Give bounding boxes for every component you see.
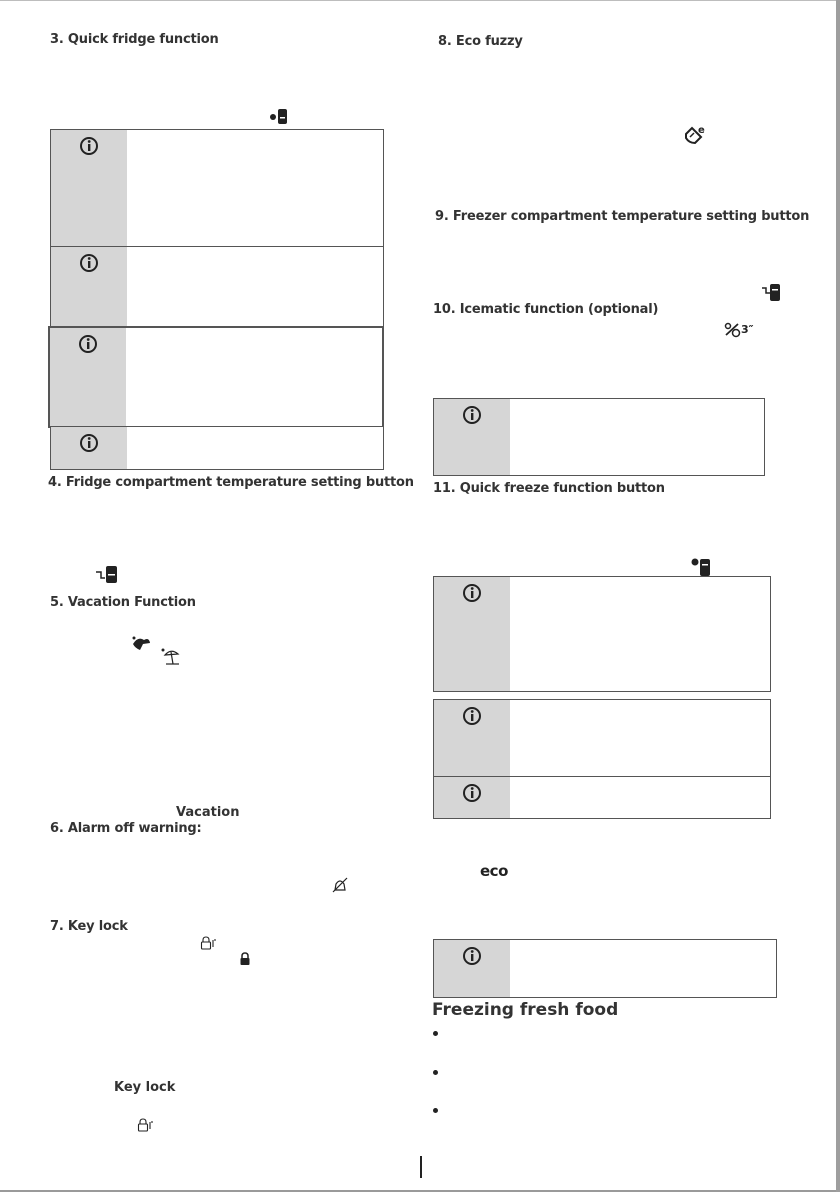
freezer-temp-icon (760, 282, 782, 304)
quick-freeze-icon (690, 557, 712, 577)
alarm-off-icon (331, 876, 349, 894)
info-note-9 (433, 939, 777, 998)
inline-key-lock: Key lock (114, 1080, 176, 1095)
heading-quick-freeze: 11. Quick freeze function button (433, 481, 665, 496)
umbrella-icon (159, 646, 181, 666)
padlock-icon (239, 952, 251, 966)
info-icon (462, 706, 482, 726)
icematic-icon (724, 321, 756, 339)
bullet-icon (433, 1108, 438, 1113)
info-note-6 (433, 576, 771, 692)
eco-label: eco (480, 862, 508, 880)
info-icon (462, 405, 482, 425)
heading-alarm-off: 6. Alarm off warning: (50, 821, 202, 836)
heading-vacation: 5. Vacation Function (50, 595, 196, 610)
top-edge-line (0, 0, 840, 1)
bullet-icon (433, 1070, 438, 1075)
vacation-icon (130, 634, 152, 652)
svg-text:3″: 3″ (741, 323, 754, 336)
right-edge-strip (836, 0, 840, 1192)
key-lock-icon (136, 1117, 156, 1133)
info-icon (79, 253, 99, 273)
heading-key-lock: 7. Key lock (50, 919, 128, 934)
page-number-marker (420, 1156, 422, 1178)
eco-fuzzy-icon (683, 124, 709, 150)
info-icon (78, 334, 98, 354)
info-note-2 (50, 246, 384, 328)
info-note-3 (48, 326, 384, 428)
key-lock-icon (199, 935, 219, 951)
inline-vacation: Vacation (176, 805, 240, 820)
heading-eco-fuzzy: 8. Eco fuzzy (438, 34, 523, 49)
info-note-1 (50, 129, 384, 247)
bullet-icon (433, 1031, 438, 1036)
info-note-4 (50, 426, 384, 470)
info-note-5 (433, 398, 765, 476)
info-note-8 (433, 776, 771, 819)
heading-icematic: 10. Icematic function (optional) (433, 302, 659, 317)
info-icon (79, 433, 99, 453)
svg-text:e: e (698, 125, 705, 136)
heading-fridge-temp: 4. Fridge compartment temperature setting button (48, 475, 414, 490)
heading-freezer-temp: 9. Freezer compartment temperature setting button (435, 209, 810, 224)
info-icon (462, 783, 482, 803)
heading-quick-fridge: 3. Quick fridge function (50, 32, 219, 47)
info-icon (79, 136, 99, 156)
quick-fridge-icon (269, 107, 289, 125)
heading-freezing-fresh-food: Freezing fresh food (432, 1000, 619, 1020)
info-note-7 (433, 699, 771, 777)
info-icon (462, 583, 482, 603)
info-icon (462, 946, 482, 966)
fridge-temp-icon (94, 564, 120, 584)
